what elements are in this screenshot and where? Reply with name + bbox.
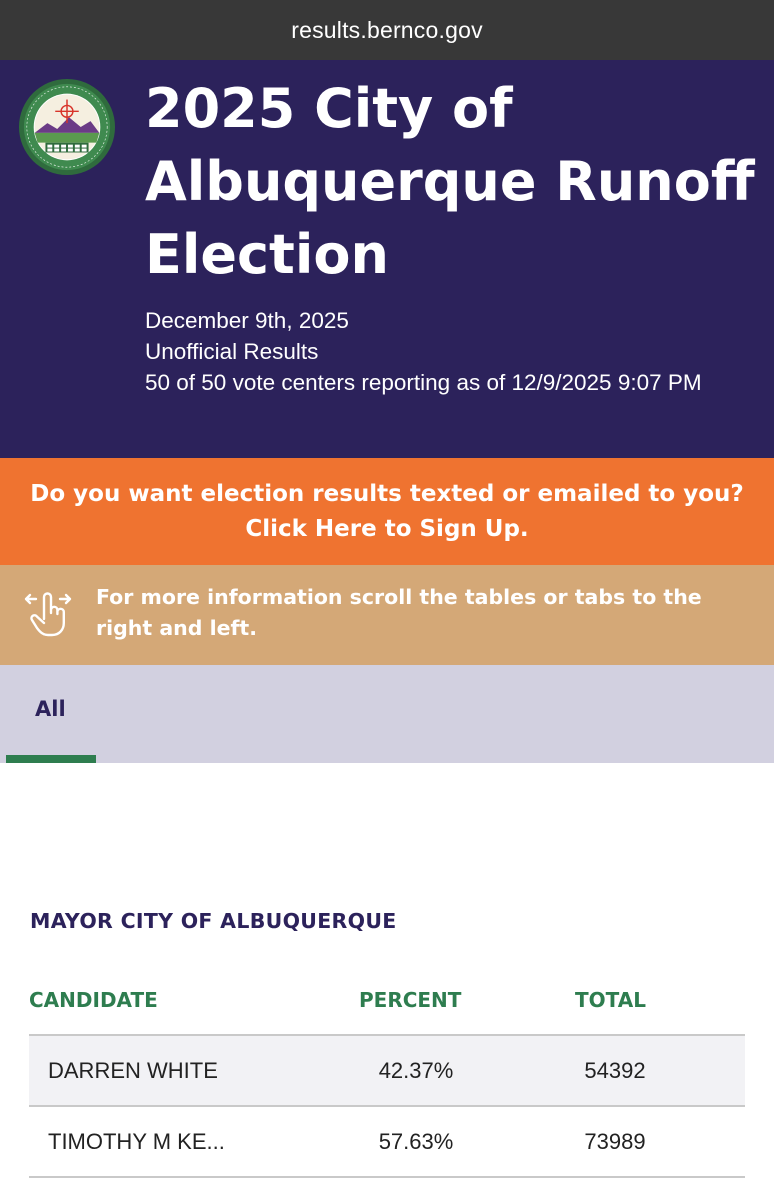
contest-tabs (0, 665, 774, 763)
results-status: Unofficial Results (145, 339, 319, 364)
signup-banner-link[interactable] (0, 458, 774, 565)
table-row (29, 1036, 745, 1107)
page-header (0, 60, 774, 458)
tab-all[interactable] (6, 665, 96, 763)
contest-title: MAYOR CITY OF ALBUQUERQUE (30, 909, 397, 933)
page-title: 2025 City of Albuquerque Runoff Election (145, 77, 755, 286)
candidate-total: 54392 (584, 1058, 646, 1083)
url-text[interactable]: results.bernco.gov (291, 16, 483, 43)
column-header-total: TOTAL (575, 988, 646, 1012)
scroll-hint-text: For more information scroll the tables or tabs to the right and left. (96, 585, 702, 640)
swipe-gesture-icon (22, 587, 74, 639)
candidate-percent: 42.37% (378, 1058, 454, 1083)
table-header (29, 978, 745, 1036)
candidate-name: TIMOTHY M KE... (48, 1129, 225, 1154)
active-tab-indicator (6, 755, 96, 763)
election-meta (145, 305, 755, 398)
tab-all-label[interactable]: All (35, 697, 66, 721)
candidate-percent: 57.63% (378, 1129, 454, 1154)
bernalillo-county-seal-icon (18, 78, 116, 176)
column-header-candidate: CANDIDATE (29, 988, 158, 1012)
election-date: December 9th, 2025 (145, 308, 349, 333)
scroll-hint-banner (0, 565, 774, 665)
table-row (29, 1107, 745, 1178)
browser-url-bar[interactable] (0, 0, 774, 60)
column-header-percent: PERCENT (359, 988, 462, 1012)
results-table[interactable] (29, 978, 745, 1178)
reporting-status: 50 of 50 vote centers reporting as of 12/9/2025 9:07 PM (145, 370, 702, 395)
candidate-total: 73989 (584, 1129, 646, 1154)
candidate-name: DARREN WHITE (48, 1058, 218, 1083)
signup-banner-text[interactable]: Do you want election results texted or emailed to you? Click Here to Sign Up. (30, 480, 744, 542)
